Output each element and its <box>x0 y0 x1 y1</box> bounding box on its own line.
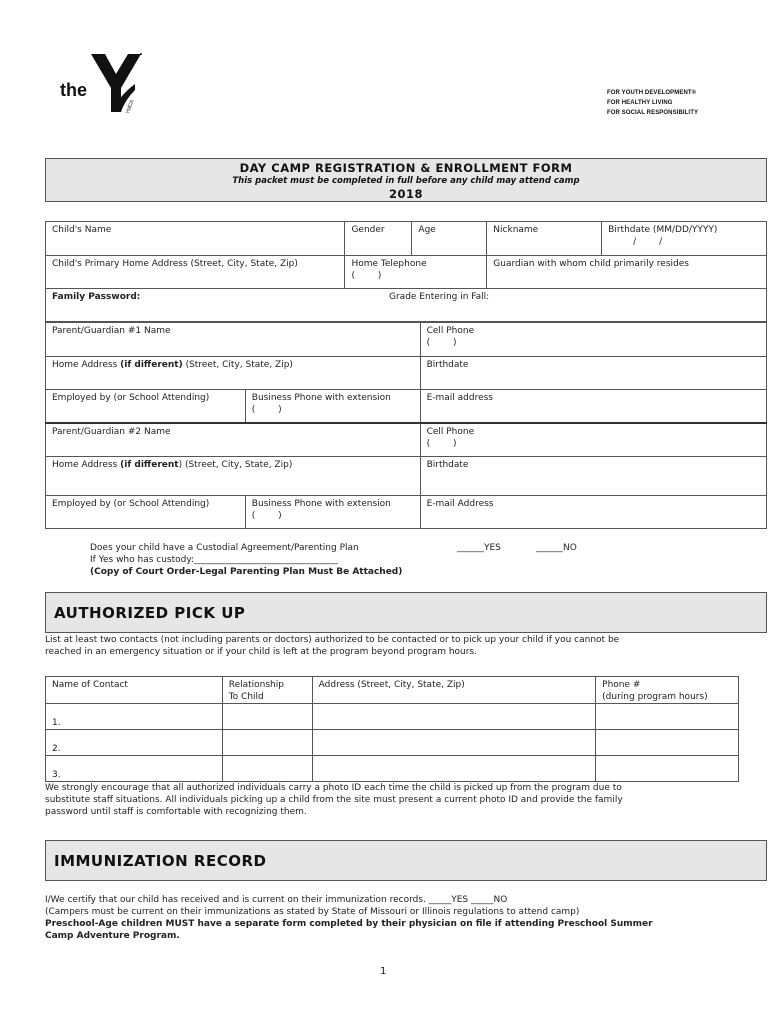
field-label: E-mail Address <box>426 499 494 509</box>
phone-paren: ( ) <box>251 511 282 521</box>
field-label: Gender <box>351 225 385 235</box>
phone-cell[interactable] <box>596 730 739 756</box>
contact-name-cell[interactable] <box>46 730 223 756</box>
parent1-business-phone-field[interactable] <box>245 390 420 423</box>
relationship-cell[interactable] <box>222 756 312 782</box>
field-label-bold: (if different) <box>120 360 183 370</box>
field-label: (Street, City, State, Zip) <box>182 360 293 370</box>
field-label: Parent/Guardian #2 Name <box>52 426 171 437</box>
phone-paren: ( ) <box>426 438 457 449</box>
field-label: Employed by (or School Attending) <box>52 393 210 403</box>
parent1-email-field[interactable] <box>420 390 766 423</box>
logo-badge: YMCA <box>124 99 136 115</box>
table-row <box>46 756 739 782</box>
contact-name-cell[interactable] <box>46 756 223 782</box>
parent1-cell-field[interactable] <box>420 323 766 357</box>
parent2-address-field[interactable] <box>46 457 421 496</box>
birthdate-field[interactable] <box>602 222 767 256</box>
phone-cell[interactable] <box>596 756 739 782</box>
column-header: Address (Street, City, State, Zip) <box>318 680 465 690</box>
tagline <box>607 88 698 118</box>
parent2-email-field[interactable] <box>420 496 766 529</box>
form-title-box <box>45 158 767 202</box>
field-label: Parent/Guardian #1 Name <box>52 326 171 336</box>
column-header: Phone # <box>602 680 641 690</box>
parent1-employer-field[interactable] <box>46 390 246 423</box>
password-grade-row[interactable] <box>46 289 767 322</box>
relationship-cell[interactable] <box>222 730 312 756</box>
photo-id-note <box>45 782 623 818</box>
grade-label: Grade Entering in Fall: <box>389 292 490 302</box>
header-name-of-contact <box>46 677 223 704</box>
parent2-birthdate-field[interactable] <box>420 457 766 496</box>
column-header: Name of Contact <box>52 680 128 690</box>
address-cell[interactable] <box>312 730 596 756</box>
childs-name-field[interactable] <box>46 222 345 256</box>
field-label: Birthdate <box>426 460 469 470</box>
table-row <box>46 730 739 756</box>
field-label: Birthdate <box>426 360 469 370</box>
parent1-name-field[interactable] <box>46 323 421 357</box>
address-field[interactable] <box>46 256 345 289</box>
child-info-table <box>45 221 767 322</box>
logo-word: the <box>60 80 87 100</box>
parent2-cell-field[interactable] <box>420 423 766 457</box>
header-relationship <box>222 677 312 704</box>
pickup-intro-line: List at least two contacts (not including parents or doctors) authorized to be contacted or to pick up your child if you cannot be <box>45 635 620 645</box>
guardian-field[interactable] <box>487 256 767 289</box>
row-number: 1. <box>52 718 61 728</box>
parent1-birthdate-field[interactable] <box>420 357 766 390</box>
form-subtitle: This packet must be completed in full before any child may attend camp <box>232 176 580 186</box>
immunization-heading: IMMUNIZATION RECORD <box>54 852 267 870</box>
note-line: substitute staff situations. All individuals picking up a child from the site must present a current photo ID and provide the family <box>45 795 623 805</box>
custody-yes[interactable]: ______YES <box>457 543 501 553</box>
phone-paren: ( ) <box>251 405 282 415</box>
parent2-name-field[interactable] <box>46 423 421 457</box>
table-row <box>46 704 739 730</box>
y-logo-icon <box>91 50 145 120</box>
header-phone <box>596 677 739 704</box>
field-label: Business Phone with extension <box>251 499 391 509</box>
pickup-heading: AUTHORIZED PICK UP <box>54 604 246 622</box>
field-label: Employed by (or School Attending) <box>52 499 210 509</box>
field-label: Cell Phone <box>426 426 475 437</box>
field-label: Business Phone with extension <box>251 393 391 403</box>
custody-who[interactable]: If Yes who has custody:________________________________ <box>90 555 339 565</box>
immunization-preschool-line: Camp Adventure Program. <box>45 931 180 941</box>
gender-field[interactable] <box>345 222 412 256</box>
nickname-field[interactable] <box>487 222 602 256</box>
address-cell[interactable] <box>312 704 596 730</box>
contact-name-cell[interactable] <box>46 704 223 730</box>
date-slashes: / / <box>633 237 663 247</box>
field-label: Nickname <box>493 225 539 235</box>
tagline-line: FOR HEALTHY LIVING <box>607 100 673 106</box>
field-label: Child's Primary Home Address (Street, City, State, Zip) <box>52 259 298 269</box>
field-label: Guardian with whom child primarily resides <box>493 259 689 269</box>
row-number: 2. <box>52 744 61 754</box>
field-label: Child's Name <box>52 225 112 235</box>
field-label: ) (Street, City, State, Zip) <box>178 460 293 470</box>
field-label: E-mail address <box>426 393 493 403</box>
pickup-table <box>45 676 739 782</box>
immunization-preschool-line: Preschool-Age children MUST have a separate form completed by their physician on file if attending Preschool Summer <box>45 919 653 929</box>
field-label-bold: (if different <box>120 460 179 470</box>
immunization-note-line: (Campers must be current on their immunizations as stated by State of Missouri or Illinois regulations to attend camp) <box>45 907 580 917</box>
field-label: Cell Phone <box>426 326 475 336</box>
column-header: To Child <box>228 692 264 702</box>
parent2-business-phone-field[interactable] <box>245 496 420 529</box>
field-label: Home Address <box>52 360 121 370</box>
family-password-label: Family Password: <box>52 292 141 302</box>
phone-paren: ( ) <box>426 338 457 348</box>
pickup-section-header <box>45 592 767 633</box>
column-header: (during program hours) <box>602 692 708 702</box>
relationship-cell[interactable] <box>222 704 312 730</box>
field-label: Birthdate (MM/DD/YYYY) <box>608 225 718 235</box>
field-label: Age <box>418 225 436 235</box>
pickup-intro <box>45 634 619 658</box>
row-number: 3. <box>52 770 61 780</box>
immunization-certify-line[interactable]: I/We certify that our child has received and is current on their immunization records. _____YES _____NO <box>45 895 508 905</box>
column-header: Relationship <box>228 680 284 690</box>
form-year: 2018 <box>388 187 423 201</box>
field-label: Home Address <box>52 460 121 470</box>
custody-no[interactable]: ______NO <box>536 543 577 553</box>
phone-cell[interactable] <box>596 704 739 730</box>
age-field[interactable] <box>412 222 487 256</box>
custody-copy-note: (Copy of Court Order-Legal Parenting Plan Must Be Attached) <box>90 567 403 577</box>
parent-info-table <box>45 322 767 529</box>
parent2-employer-field[interactable] <box>46 496 246 529</box>
note-line: password until staff is comfortable with recognizing them. <box>45 807 307 817</box>
address-cell[interactable] <box>312 756 596 782</box>
header-address <box>312 677 596 704</box>
note-line: We strongly encourage that all authorized individuals carry a photo ID each time the child is picked up from the program due to <box>45 783 622 793</box>
pickup-intro-line: reached in an emergency situation or if your child is left at the program beyond program hours. <box>45 647 477 657</box>
page-number: 1 <box>380 966 387 977</box>
custody-question: Does your child have a Custodial Agreement/Parenting Plan <box>90 543 359 553</box>
parent1-address-field[interactable] <box>46 357 421 390</box>
immunization-section-header <box>45 840 767 881</box>
home-phone-field[interactable] <box>345 256 487 289</box>
field-label: Home Telephone <box>351 259 427 269</box>
phone-paren: ( ) <box>351 271 382 281</box>
tagline-line: FOR YOUTH DEVELOPMENT® <box>607 90 697 96</box>
form-title: DAY CAMP REGISTRATION & ENROLLMENT FORM <box>239 161 573 175</box>
tagline-line: FOR SOCIAL RESPONSIBILITY <box>607 110 699 116</box>
immunization-text <box>45 894 653 942</box>
ymca-logo <box>55 50 145 120</box>
